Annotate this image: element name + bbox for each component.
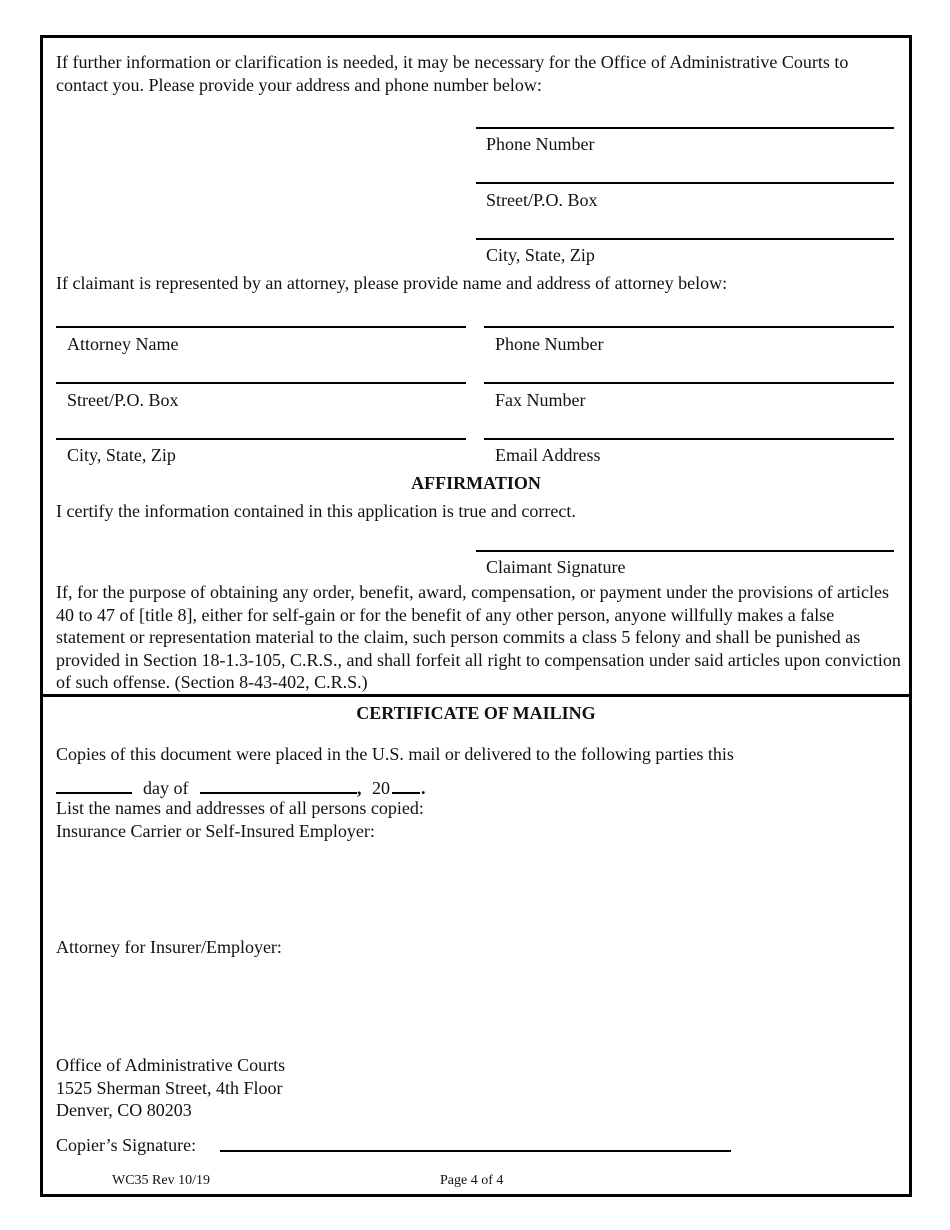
attorney-city-field[interactable] bbox=[56, 438, 466, 440]
day-of-label: day of bbox=[143, 778, 189, 798]
copier-signature-field[interactable] bbox=[220, 1150, 731, 1152]
certify-text: I certify the information contained in this application is true and correct. bbox=[56, 501, 576, 521]
claimant-phone-field[interactable] bbox=[476, 127, 894, 129]
attorney-fax-field[interactable] bbox=[484, 382, 894, 384]
attorney-insurer-label: Attorney for Insurer/Employer: bbox=[56, 937, 282, 957]
year-field[interactable] bbox=[392, 792, 420, 794]
oac-street: 1525 Sherman Street, 4th Floor bbox=[56, 1078, 283, 1098]
warning-text: If, for the purpose of obtaining any order, benefit, award, compensation, or payment under the provisions of articles 40 to 47 of [title 8], either for self-gain or for the benefit of any other person, anyone willfully makes a false statement or representation material to the claim, such person commits a class 5 felony and shall be punished as provided in Section 18-1.3-105, C.R.S., and shall forfeit all right to compensation under said articles upon conviction of such offense. (Section 8-43-402, C.R.S.) bbox=[56, 582, 901, 692]
claimant-phone-label: Phone Number bbox=[486, 134, 595, 154]
claimant-signature-label: Claimant Signature bbox=[486, 557, 626, 577]
oac-city: Denver, CO 80203 bbox=[56, 1100, 192, 1120]
day-field[interactable] bbox=[56, 792, 132, 794]
attorney-intro-text: If claimant is represented by an attorney, please provide name and address of attorney below: bbox=[56, 273, 728, 293]
insurance-label: Insurance Carrier or Self-Insured Employer: bbox=[56, 821, 375, 841]
attorney-phone-field[interactable] bbox=[484, 326, 894, 328]
date-period: . bbox=[421, 778, 426, 798]
affirmation-heading: AFFIRMATION bbox=[411, 473, 541, 493]
section-divider bbox=[40, 694, 909, 697]
form-id: WC35 Rev 10/19 bbox=[112, 1173, 210, 1188]
month-field[interactable] bbox=[200, 792, 357, 794]
attorney-street-label: Street/P.O. Box bbox=[67, 390, 179, 410]
year-prefix: 20 bbox=[372, 778, 390, 798]
claimant-city-label: City, State, Zip bbox=[486, 245, 595, 265]
intro-text: If further information or clarification is needed, it may be necessary for the Office of Administrative Courts to contact you. Please provide your address and phone number below: bbox=[56, 52, 849, 95]
oac-name: Office of Administrative Courts bbox=[56, 1055, 286, 1075]
attorney-name-field[interactable] bbox=[56, 326, 466, 328]
date-comma: , bbox=[357, 778, 362, 798]
attorney-city-label: City, State, Zip bbox=[67, 445, 176, 465]
attorney-email-field[interactable] bbox=[484, 438, 894, 440]
list-label: List the names and addresses of all persons copied: bbox=[56, 798, 424, 818]
claimant-street-field[interactable] bbox=[476, 182, 894, 184]
claimant-signature-field[interactable] bbox=[476, 550, 894, 552]
certificate-heading: CERTIFICATE OF MAILING bbox=[356, 703, 596, 723]
attorney-name-label: Attorney Name bbox=[67, 334, 179, 354]
copier-signature-label: Copier’s Signature: bbox=[56, 1135, 197, 1155]
copies-text: Copies of this document were placed in the U.S. mail or delivered to the following parties this bbox=[56, 744, 734, 764]
claimant-city-field[interactable] bbox=[476, 238, 894, 240]
attorney-fax-label: Fax Number bbox=[495, 390, 586, 410]
attorney-email-label: Email Address bbox=[495, 445, 601, 465]
attorney-street-field[interactable] bbox=[56, 382, 466, 384]
page-number: Page 4 of 4 bbox=[440, 1173, 504, 1188]
claimant-street-label: Street/P.O. Box bbox=[486, 190, 598, 210]
attorney-phone-label: Phone Number bbox=[495, 334, 604, 354]
